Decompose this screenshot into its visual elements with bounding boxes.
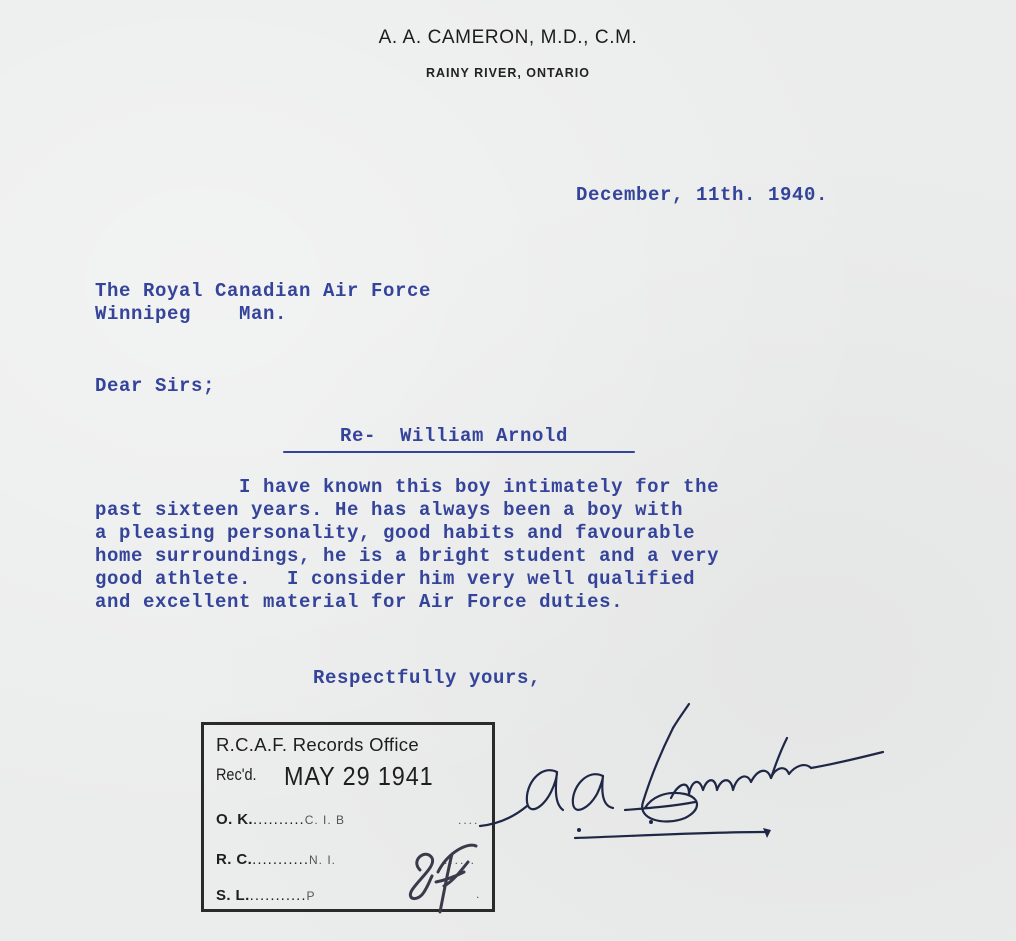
stamp-row-value: C. I. B xyxy=(304,813,346,827)
letterhead-place: RAINY RIVER, ONTARIO xyxy=(426,66,590,80)
stamp-title: R.C.A.F. Records Office xyxy=(216,734,419,755)
body-line: I have known this boy intimately for the xyxy=(95,476,720,498)
stamp-row-dots: ........... xyxy=(252,851,310,868)
body-line: and excellent material for Air Force duties. xyxy=(95,591,624,613)
stamp-row-dots: ........... xyxy=(249,887,307,904)
stamp-row-trail: ...... xyxy=(444,853,477,867)
body-line: home surroundings, he is a bright student and a very xyxy=(95,545,720,567)
stamp-row-ok xyxy=(216,811,345,828)
stamp-received-label: Rec'd. xyxy=(216,765,257,784)
stamp-row-trail: . xyxy=(476,887,482,901)
stamp-row-label: R. C. xyxy=(216,851,253,868)
stamp-row-label: S. L. xyxy=(216,887,250,904)
recipient-address xyxy=(95,280,431,326)
stamp-received-date: MAY 29 1941 xyxy=(284,761,434,791)
recipient-line-1: The Royal Canadian Air Force xyxy=(95,280,432,302)
stamp-row-label: O. K. xyxy=(216,811,254,828)
subject-underline xyxy=(283,451,635,453)
letter-body xyxy=(95,476,719,614)
stamp-row-dots: .......... xyxy=(253,811,305,828)
letter-date: December, 11th. 1940. xyxy=(576,184,829,206)
body-line: good athlete. I consider him very well qualified xyxy=(95,568,696,590)
salutation: Dear Sirs; xyxy=(95,375,216,397)
stamp-row-value: P xyxy=(306,889,316,903)
closing: Respectfully yours, xyxy=(313,667,542,689)
recipient-line-2: Winnipeg Man. xyxy=(95,303,288,325)
stamp-row-rc xyxy=(216,851,336,868)
body-line: past sixteen years. He has always been a boy with xyxy=(95,499,684,521)
stamp-row-value: N. I. xyxy=(309,853,337,867)
signature-icon xyxy=(475,698,895,848)
handwritten-initials-icon xyxy=(390,842,490,922)
stamp-row-sl xyxy=(216,887,316,904)
subject-line: Re- William Arnold xyxy=(340,425,569,447)
body-line: a pleasing personality, good habits and favourable xyxy=(95,522,696,544)
letterhead-name: A. A. CAMERON, M.D., C.M. xyxy=(378,27,638,48)
stamp-row-trail: .... xyxy=(458,813,480,827)
